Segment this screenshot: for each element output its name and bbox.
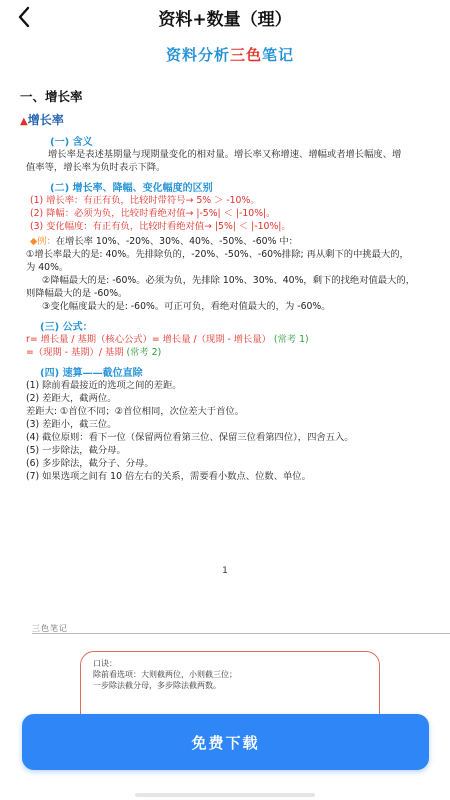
example-line: 则降幅最大的是 -60%。 (26, 288, 128, 299)
paragraph: 增长率是表述基期量与现期量变化的相对量。增长率又称增速、增幅或者增长幅度、增 (48, 149, 402, 160)
method-line: 差距大: ①首位不同；②首位相同，次位差大于首位。 (26, 406, 244, 417)
rule-line: (1) 增长率：有正有负，比较时带符号→ 5% ＞ -10%。 (30, 195, 260, 206)
example-line: ①增长率最大的是: 40%。先排除负的，-20%、-50%、-60%排除; 再从剩下的中挑最大的， (26, 249, 409, 260)
paragraph: 值率等，增长率为负时表示下降。 (26, 162, 166, 173)
example-line: ◆例：在增长率 10%、-20%、30%、40%、-50%、-60% 中： (30, 236, 298, 247)
example-line: ③变化幅度最大的是: -60%。可正可负，看绝对值最大的，为 -60%。 (42, 301, 331, 312)
method-line: (3) 差距小，截三位。 (26, 419, 117, 430)
document-page (20, 36, 440, 483)
rule-line: (2) 降幅：必须为负，比较时看绝对值→ |-5%| ＜ |-10%|。 (30, 208, 276, 219)
free-download-button[interactable]: 免费下载 (22, 714, 429, 770)
example-line: 为 40%。 (26, 262, 69, 273)
page-title: 资料+数量（理） (158, 10, 292, 30)
subheading-meaning: (一) 含义 (50, 137, 93, 148)
top-bar (0, 0, 450, 34)
document-title: 资料分析三色笔记 (165, 46, 295, 64)
red-triangle-icon: ▲ (20, 116, 28, 127)
home-indicator (135, 793, 315, 797)
method-line: (1) 除前看最接近的选项之间的差距。 (26, 380, 182, 391)
subheading-quick-calc: (四) 速算——截位直除 (40, 368, 143, 379)
method-line: (7) 如果选项之间有 10 倍左右的关系，需要看小数点、位数、单位。 (26, 471, 311, 482)
mnemonic-box: 口诀： 除前看选项：大则截两位，小则截三位； 一步除法截分母，多步除法截两数。 (80, 651, 380, 731)
subheading-difference: (二) 增长率、降幅、变化幅度的区别 (50, 183, 213, 194)
method-line: (6) 多步除法，截分子、分母。 (26, 458, 154, 469)
method-line: (2) 差距大，截两位。 (26, 393, 117, 404)
page-number: 1 (222, 566, 228, 576)
next-page-label: 三色笔记 (32, 624, 68, 633)
topic-flag: ▲增长率 (20, 113, 64, 127)
section-heading: 一、增长率 (20, 89, 83, 104)
subheading-formula: (三) 公式： (40, 322, 93, 333)
example-line: ②降幅最大的是: -60%。必须为负，先排除 10%、30%、40%，剩下的找绝对值最大的， (42, 275, 415, 286)
formula-line: =（现期 - 基期）/ 基期 (常考 2) (26, 347, 162, 358)
rule-line: (3) 变化幅度：有正有负，比较时看绝对值→ |5%| ＜ |-10%|。 (30, 221, 291, 232)
method-line: (5) 一步除法，截分母。 (26, 445, 126, 456)
formula-line: r= 增长量 / 基期（核心公式）= 增长量 /（现期 - 增长量） (常考 1) (26, 334, 309, 345)
divider (32, 633, 450, 634)
method-line: (4) 截位原则：看下一位（保留两位看第三位、保留三位看第四位），四舍五入。 (26, 432, 354, 443)
